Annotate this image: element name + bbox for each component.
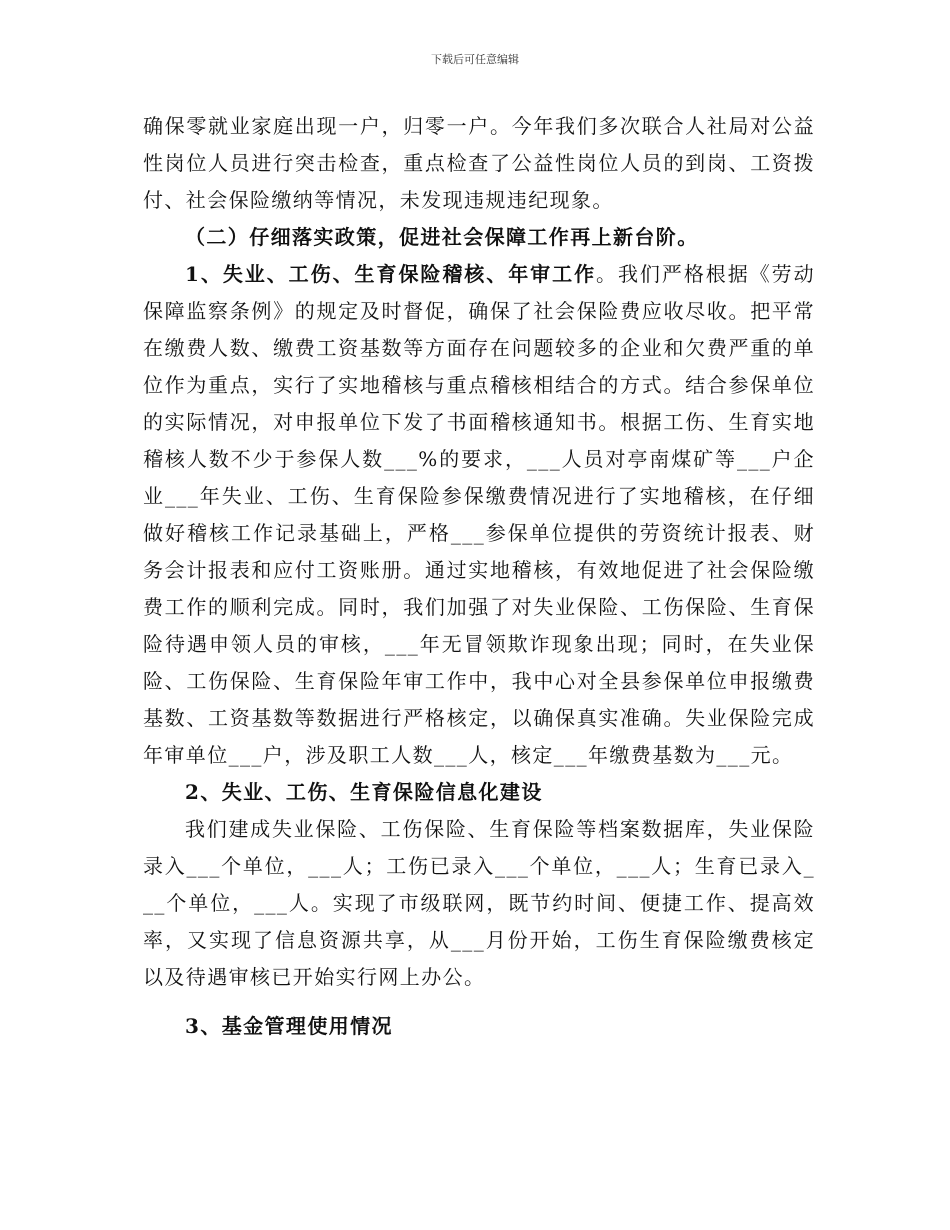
paragraph-audit-text: 。我们严格根据《劳动保障监察条例》的规定及时督促，确保了社会保险费应收尽收。把平常在缴费人数、缴费工资基数等方面存在问题较多的企业和欠费严重的单位作为重点，实行了实地稽核与重点稽核相结合的方式。结合参保单位的实际情况，对申报单位下发了书面稽核通知书。根据工伤、生育实地稽核人数不少于参保人数___%的要求，___人员对亭南煤矿等___户企业___年失业、工伤、生育保险参保缴费情况进行了实地稽核，在仔细做好稽核工作记录基础上，严格___参保单位提供的劳资统计报表、财务会计报表和应付工资账册。通过实地稽核，有效地促进了社会保险缴费工作的顺利完成。同时，我们加强了对失业保险、工伤保险、生育保险待遇申领人员的审核，___年无冒领欺诈现象出现；同时，在失业保险、工伤保险、生育保险年审工作中，我中心对全县参保单位申报缴费基数、工资基数等数据进行严格核定，以确保真实准确。失业保险完成年审单位___户，涉及职工人数___人，核定___年缴费基数为___元。 (143, 262, 816, 767)
subsection-title-audit: 1、失业、工伤、生育保险稽核、年审工作 (185, 262, 597, 286)
section-heading-2: （二）仔细落实政策，促进社会保障工作再上新台阶。 (185, 225, 699, 249)
page-header-note: 下载后可任意编辑 (431, 53, 519, 66)
document-body (143, 108, 815, 1045)
subsection-title-informatization: 2、失业、工伤、生育保险信息化建设 (185, 780, 543, 804)
paragraph-audit (143, 256, 815, 774)
paragraph-informatization: 我们建成失业保险、工伤保险、生育保险等档案数据库，失业保险录入___个单位，___人；工伤已录入___个单位，___人；生育已录入___个单位，___人。实现了市级联网，既节约时间、便捷工作、提高效率，又实现了信息资源共享，从___月份开始，工伤生育保险缴费核定以及待遇审核已开始实行网上办公。 (143, 817, 815, 989)
paragraph-continuation: 确保零就业家庭出现一户，归零一户。今年我们多次联合人社局对公益性岗位人员进行突击检查，重点检查了公益性岗位人员的到岗、工资拨付、社会保险缴纳等情况，未发现违规违纪现象。 (143, 114, 815, 212)
subsection-title-fund-management: 3、基金管理使用情况 (185, 1014, 393, 1038)
